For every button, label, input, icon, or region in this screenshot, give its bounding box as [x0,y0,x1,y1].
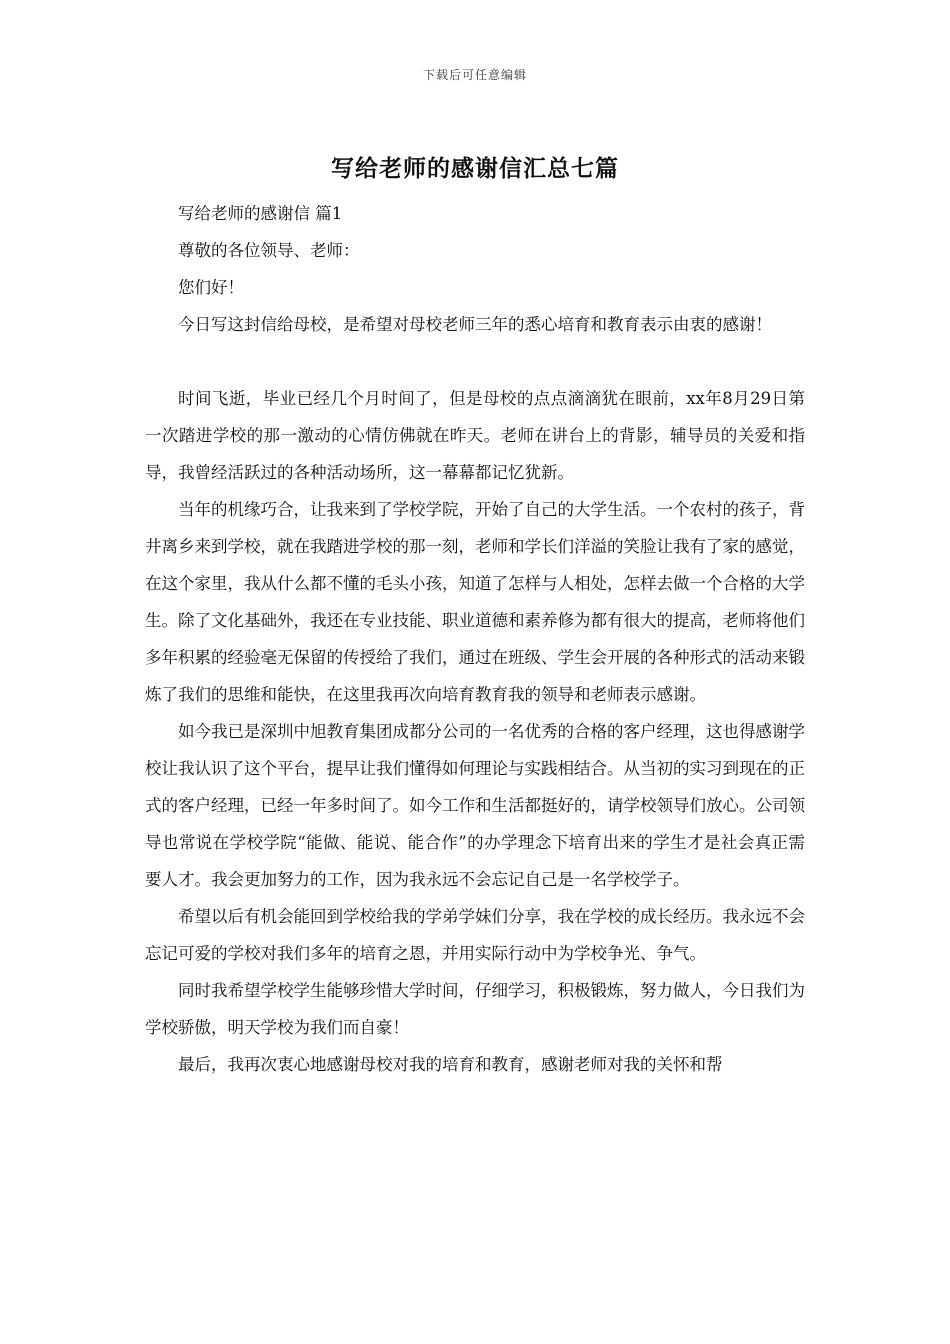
document-body [145,195,805,1083]
body-paragraph: 如今我已是深圳中旭教育集团成都分公司的一名优秀的合格的客户经理，这也得感谢学校让我认识了这个平台，提早让我们懂得如何理论与实践相结合。从当初的实习到现在的正式的客户经理，已经一年多时间了。如今工作和生活都挺好的，请学校领导们放心。公司领导也常说在学校学院“能做、能说、能合作”的办学理念下培育出来的学生才是社会真正需要人才。我会更加努力的工作，因为我永远不会忘记自己是一名学校学子。 [145,722,805,889]
body-paragraph: 同时我希望学校学生能够珍惜大学时间，仔细学习，积极锻炼，努力做人，今日我们为学校骄傲，明天学校为我们而自豪！ [145,981,805,1037]
header-note: 下载后可任意编辑 [422,68,527,82]
body-paragraph: 时间飞逝，毕业已经几个月时间了，但是母校的点点滴滴犹在眼前，xx年8月29日第一次踏进学校的那一激动的心情仿佛就在昨天。老师在讲台上的背影，辅导员的关爱和指导，我曾经活跃过的各种活动场所，这一幕幕都记忆犹新。 [145,389,805,482]
body-paragraph: 希望以后有机会能回到学校给我的学弟学妹们分享，我在学校的成长经历。我永远不会忘记可爱的学校对我们多年的培育之恩，并用实际行动中为学校争光、争气。 [145,907,805,963]
greeting: 您们好！ [178,278,244,297]
body-paragraph: 今日写这封信给母校，是希望对母校老师三年的悉心培育和教育表示由衷的感谢！ [178,315,772,334]
section-heading: 写给老师的感谢信 篇1 [178,204,343,223]
salutation: 尊敬的各位领导、老师： [178,241,360,260]
body-paragraph: 当年的机缘巧合，让我来到了学校学院，开始了自己的大学生活。一个农村的孩子，背井离乡来到学校，就在我踏进学校的那一刻，老师和学长们洋溢的笑脸让我有了家的感觉，在这个家里，我从什么都不懂的毛头小孩，知道了怎样与人相处，怎样去做一个合格的大学生。除了文化基础外，我还在专业技能、职业道德和素养修为都有很大的提高，老师将他们多年积累的经验毫无保留的传授给了我们，通过在班级、学生会开展的各种形式的活动来锻炼了我们的思维和能快，在这里我再次向培育教育我的领导和老师表示感谢。 [145,500,805,704]
document-title: 写给老师的感谢信汇总七篇 [331,155,619,182]
body-paragraph: 最后，我再次衷心地感谢母校对我的培育和教育，感谢老师对我的关怀和帮 [178,1055,723,1074]
